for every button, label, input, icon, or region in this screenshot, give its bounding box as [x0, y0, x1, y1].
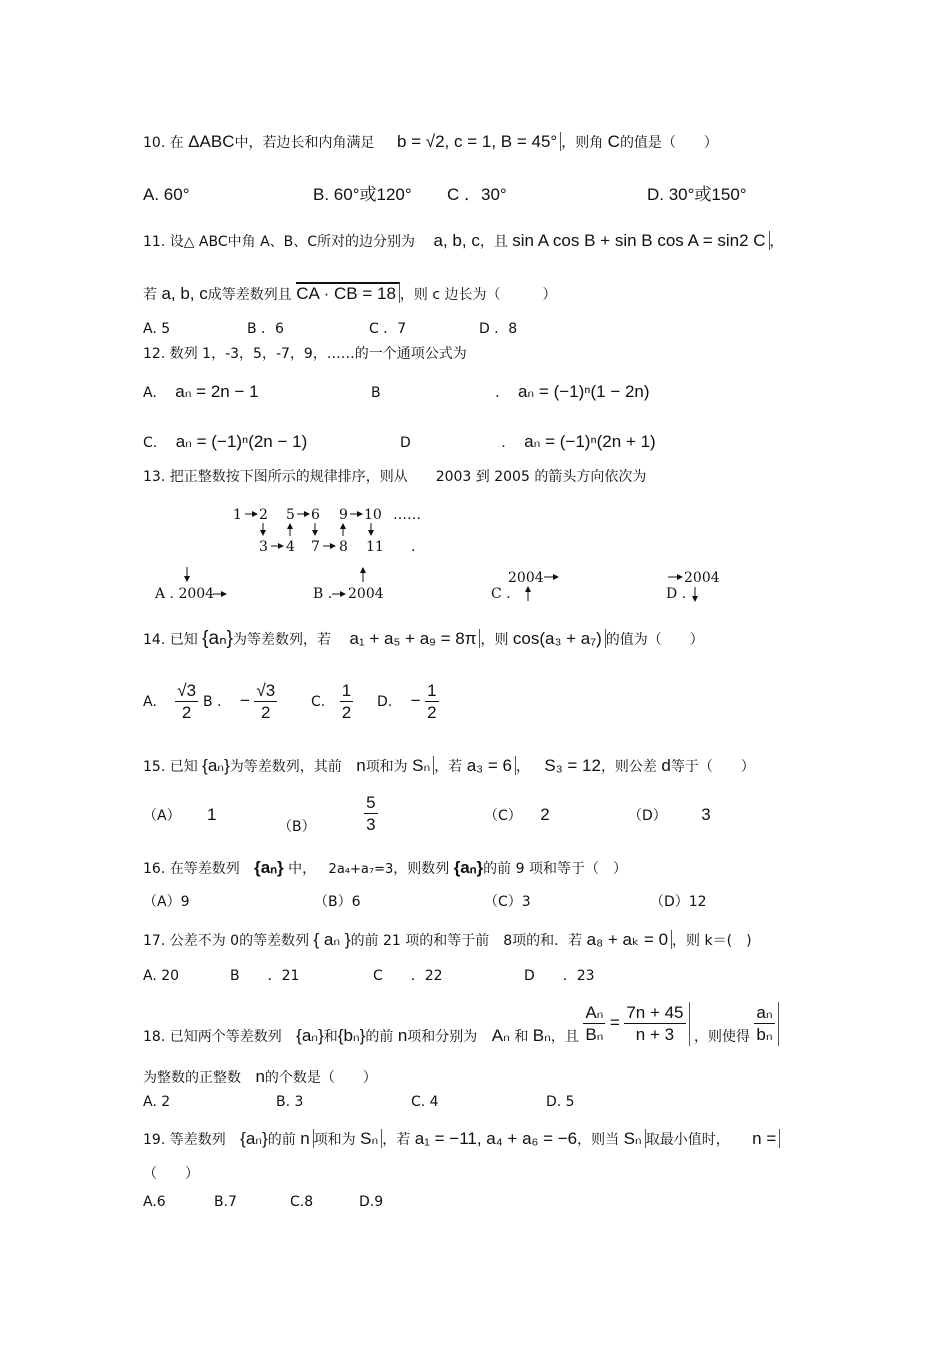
q19-answer-blank: （ ） [143, 1166, 199, 1182]
q12-option-d[interactable]: D . aₙ = (−1)ⁿ(2n + 1) [400, 432, 656, 451]
q17-stem: 17. 公差不为 0的等差数列 { aₙ }的前 21 项的和等于前 8项的和．若 a₈ + aₖ = 0 ，则 k＝( ) [143, 930, 752, 949]
q18-stem-line2: 为整数的正整数 n的个数是（ ） [143, 1067, 377, 1086]
diagram-num-1: 1 [233, 507, 242, 523]
q15-option-d[interactable]: （D） 3 [628, 805, 711, 824]
q13-option-a[interactable] [150, 565, 240, 605]
q16-stem: 16. 在等差数列 {aₙ} 中， 2a₄+a₇=3，则数列 {aₙ}的前 9 项和等于（ ） [143, 858, 627, 877]
svg-text:C .: C . [491, 586, 511, 602]
q11-option-d[interactable]: D ．8 [479, 321, 518, 337]
q17-option-c[interactable]: C ．22 [373, 968, 443, 984]
q10-option-a[interactable]: A. 60° [143, 185, 190, 204]
diagram-num-10: 10 [364, 507, 382, 523]
q11-option-c[interactable]: C ．7 [369, 321, 407, 337]
diagram-dots: …… [393, 507, 421, 523]
q11-condition: sin A cos B + sin B cos A = sin2 C [512, 231, 769, 250]
diagram-num-4: 4 [286, 539, 295, 555]
q13-option-d[interactable] [662, 565, 752, 605]
diagram-num-2: 2 [259, 507, 268, 523]
q11-stem-line2: 若 a, b, c成等差数列且 CA · CB = 18 ，则 c 边长为（ ） [143, 284, 557, 303]
q13-arrow-diagram [225, 502, 445, 558]
q14-option-d[interactable]: D. − $\frac{1}{2}$ [377, 681, 437, 723]
svg-text:2004: 2004 [684, 570, 720, 586]
svg-text:D .: D . [666, 586, 687, 602]
q11-vector-product: CA · CB = 18 [296, 282, 400, 303]
q19-option-a[interactable]: A.6 [143, 1194, 166, 1210]
q18-option-c[interactable]: C. 4 [411, 1094, 439, 1110]
q14-option-c[interactable]: C. $\frac{1}{2}$ [311, 681, 352, 723]
diagram-num-7: 7 [311, 539, 320, 555]
q19-stem: 19. 等差数列 {aₙ}的前 n 项和为 Sₙ ，若 a₁ = −11, a₄ + a₆ = −6，则当 Sₙ 取最小值时， n = [143, 1129, 780, 1149]
q16-option-d[interactable]: （D）12 [650, 894, 707, 910]
q14-option-a[interactable]: A. $\frac{√3}{2}$ [143, 681, 197, 723]
q18-option-b[interactable]: B. 3 [276, 1094, 304, 1110]
diagram-num-8: 8 [339, 539, 348, 555]
q12-option-b[interactable]: B . aₙ = (−1)ⁿ(1 − 2n) [371, 382, 650, 401]
q14-option-b[interactable]: B . − $\frac{√3}{2}$ [203, 681, 276, 723]
q15-option-c[interactable]: （C） 2 [484, 805, 550, 824]
q12-stem: 12. 数列 1，-3，5，-7，9，……的一个通项公式为 [143, 346, 467, 362]
diagram-num-5: 5 [286, 507, 295, 523]
q18-stem: 18. 已知两个等差数列 {aₙ}和{bₙ}的前 n项和分别为 Aₙ 和 Bₙ，且 $\frac{\text{Aₙ}}{\text{Bₙ}}$ = $\frac{7n + 45}{n + 3}$ ，则使得 $\frac{\text{aₙ}}{\text{bₙ}}$ [143, 1002, 779, 1046]
svg-text:2004: 2004 [348, 586, 384, 602]
q11-stem: 11. 设△ ABC中角 A、B、C所对的边分别为 a, b, c，且 sin A cos B + sin B cos A = sin2 C ， [143, 231, 784, 250]
q18-option-a[interactable]: A. 2 [143, 1094, 171, 1110]
q11-option-b[interactable]: B ．6 [247, 321, 284, 337]
q12-option-a[interactable]: A. aₙ = 2n − 1 [143, 382, 259, 401]
q13-option-c[interactable] [488, 565, 578, 605]
svg-text:.: . [411, 539, 416, 555]
svg-text:2004: 2004 [508, 570, 544, 586]
q19-option-c[interactable]: C.8 [290, 1194, 314, 1210]
q11-option-a[interactable]: A. 5 [143, 321, 171, 337]
q12-option-c[interactable]: C. aₙ = (−1)ⁿ(2n − 1) [143, 432, 308, 451]
q14-stem: 14. 已知 {aₙ}为等差数列，若 a₁ + a₅ + a₉ = 8π ，则 cos(a₃ + a₇) 的值为（ ） [143, 628, 704, 649]
q10-stem: 10. 在 ΔABC中，若边长和内角满足 b = √2, c = 1, B = 45° ，则角 C的值是（ ） [143, 132, 718, 151]
q17-option-a[interactable]: A. 20 [143, 968, 180, 984]
q10-option-d[interactable]: D. 30°或150° [647, 185, 747, 204]
svg-text:A . 2004: A . 2004 [155, 586, 215, 602]
q15-option-a[interactable]: （A） 1 [143, 805, 217, 824]
q16-option-c[interactable]: （C）3 [484, 894, 531, 910]
q10-condition: b = √2, c = 1, B = 45° [397, 132, 561, 151]
q10-option-c[interactable]: C ．30° [447, 185, 507, 204]
diagram-num-11: 11 [366, 539, 384, 555]
svg-text:B .: B . [313, 586, 333, 602]
diagram-num-3: 3 [259, 539, 268, 555]
q13-stem: 13. 把正整数按下图所示的规律排序，则从 2003 到 2005 的箭头方向依次为 [143, 469, 647, 485]
q16-option-b[interactable]: （B）6 [314, 894, 361, 910]
triangle-abc: ΔABC [188, 132, 235, 151]
q15-option-b[interactable]: （B） $\frac{5}{3}$ [278, 793, 376, 835]
q17-option-d[interactable]: D ．23 [524, 968, 595, 984]
q19-option-d[interactable]: D.9 [359, 1194, 384, 1210]
q10-option-b[interactable]: B. 60°或120° [313, 185, 412, 204]
diagram-num-6: 6 [311, 507, 320, 523]
q18-option-d[interactable]: D. 5 [546, 1094, 575, 1110]
q16-option-a[interactable]: （A）9 [143, 894, 190, 910]
q17-option-b[interactable]: B ．21 [230, 968, 300, 984]
q13-option-b[interactable] [310, 565, 400, 605]
q19-option-b[interactable]: B.7 [214, 1194, 237, 1210]
diagram-num-9: 9 [339, 507, 348, 523]
q15-stem: 15. 已知 {aₙ}为等差数列，其前 n项和为 Sₙ ，若 a₃ = 6 ， S₃ = 12，则公差 d等于（ ） [143, 756, 755, 775]
